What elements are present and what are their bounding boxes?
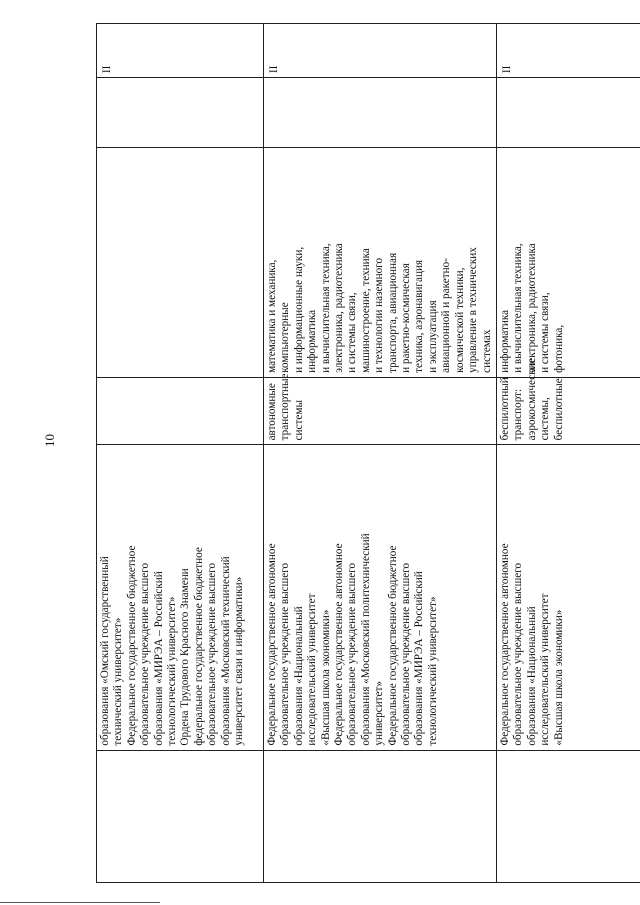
direction-cell <box>496 358 640 445</box>
level-cell: II <box>264 24 497 78</box>
cell-line: аэрокосмические <box>525 358 538 441</box>
cell-line: образования «Омский государственный <box>99 556 111 746</box>
cell-line: компьютерные <box>279 302 292 373</box>
cell-line: авиационной и ракетно- <box>440 258 453 373</box>
cell-line: транспорта, авиационная <box>386 252 399 373</box>
cell-line: системах <box>480 329 493 373</box>
cell-line: автономные <box>266 383 278 441</box>
cell-line: космической техники, <box>453 267 466 373</box>
cell-line: образования «Национальный <box>292 606 305 746</box>
cell-line: образовательное учреждение высшего <box>512 562 525 746</box>
cell-line: «Высшая школа экономики» <box>319 609 332 746</box>
cell-line: Федеральное государственное бюджетное <box>386 545 399 746</box>
rotated-table-container <box>96 23 588 883</box>
cell-line: образовательное учреждение высшего <box>400 562 413 746</box>
cell-line: машиностроение, техника <box>359 248 372 373</box>
cell-line: исследовательский университет <box>539 593 552 746</box>
cell-line: информатика <box>498 309 511 373</box>
cell-line: и системы связи, <box>539 292 552 373</box>
cell-line: фотоника, <box>552 324 565 373</box>
cell-line: образовательное учреждение высшего <box>206 562 219 746</box>
cell-line: технический университет» <box>112 617 125 746</box>
subject-area-cell <box>496 148 640 378</box>
cell-line: и вычислительная техника, <box>512 243 525 373</box>
cell-line: технологический университет» <box>166 596 179 746</box>
cell-line: и эксплуатация <box>426 300 439 373</box>
document-table <box>96 23 640 883</box>
direction-cell <box>264 373 497 445</box>
cell-line: Федеральное государственное бюджетное <box>125 545 138 746</box>
cell-line: и технологии наземного <box>373 257 386 373</box>
organization-cell <box>264 445 497 750</box>
cell-line: системы, <box>539 397 552 441</box>
empty-cell <box>97 750 264 882</box>
cell-line: и вычислительная техника, <box>319 243 332 373</box>
cell-line: университет» <box>373 681 386 746</box>
organization-cell <box>496 445 640 750</box>
cell-line: транспортные <box>279 373 292 441</box>
empty-cell <box>264 750 497 882</box>
cell-line: управление в технических <box>467 247 480 373</box>
cell-line: технологический университет» <box>426 596 439 746</box>
cell-line: электроника, радиотехника <box>525 243 538 373</box>
table-body <box>97 24 640 883</box>
cell-line: Федеральное государственное автономное <box>498 543 511 746</box>
cell-line: образования «МИРЭА – Российский <box>152 571 165 746</box>
table-row <box>97 24 264 883</box>
cell-line: техника, аэронавигация <box>413 259 426 373</box>
cell-line: образования «Московский политехнический <box>359 533 372 746</box>
cell-line: и информационные науки, <box>292 246 305 373</box>
cell-line: образования «Национальный <box>525 606 538 746</box>
cell-line: беспилотный <box>498 377 511 441</box>
cell-line: Федеральное государственное автономное <box>333 543 346 746</box>
subject-area-cell <box>97 148 264 378</box>
organization-cell <box>97 445 264 750</box>
cell-line: математика и механика, <box>266 259 278 373</box>
cell-line: федеральное государственное бюджетное <box>192 547 205 746</box>
level-cell: II <box>97 24 264 78</box>
cell-line: транспорт: <box>512 388 525 441</box>
cell-line: и ракетно-космическая <box>400 263 413 373</box>
cell-line: информатика <box>306 309 319 373</box>
empty-cell <box>496 750 640 882</box>
cell-line: исследовательский университет <box>306 593 319 746</box>
subject-area-cell <box>264 148 497 378</box>
level-cell: II <box>496 24 640 78</box>
table-row <box>264 24 497 883</box>
direction-cell <box>97 377 264 445</box>
footnote-rule <box>0 902 160 903</box>
cell-line: образовательное учреждение высшего <box>346 562 359 746</box>
empty-cell <box>496 78 640 148</box>
cell-line: образовательное учреждение высшего <box>279 562 292 746</box>
cell-line: образования «Московский технический <box>219 556 232 746</box>
table-row <box>496 24 640 883</box>
cell-line: Федеральное государственное автономное <box>266 543 278 746</box>
empty-cell <box>264 78 497 148</box>
cell-line: Ордена Трудового Красного Знамени <box>179 568 192 746</box>
cell-line: образовательное учреждение высшего <box>139 562 152 746</box>
cell-line: «Высшая школа экономики» <box>552 609 565 746</box>
cell-line: электроника, радиотехника <box>333 243 346 373</box>
cell-line: системы <box>292 400 305 441</box>
cell-line: образования «МИРЭА – Российский <box>413 571 426 746</box>
page-number: 10 <box>42 434 57 447</box>
cell-line: и системы связи, <box>346 292 359 373</box>
cell-line: беспилотные <box>552 378 565 441</box>
cell-line: университет связи и информатики» <box>233 576 246 746</box>
empty-cell <box>97 78 264 148</box>
